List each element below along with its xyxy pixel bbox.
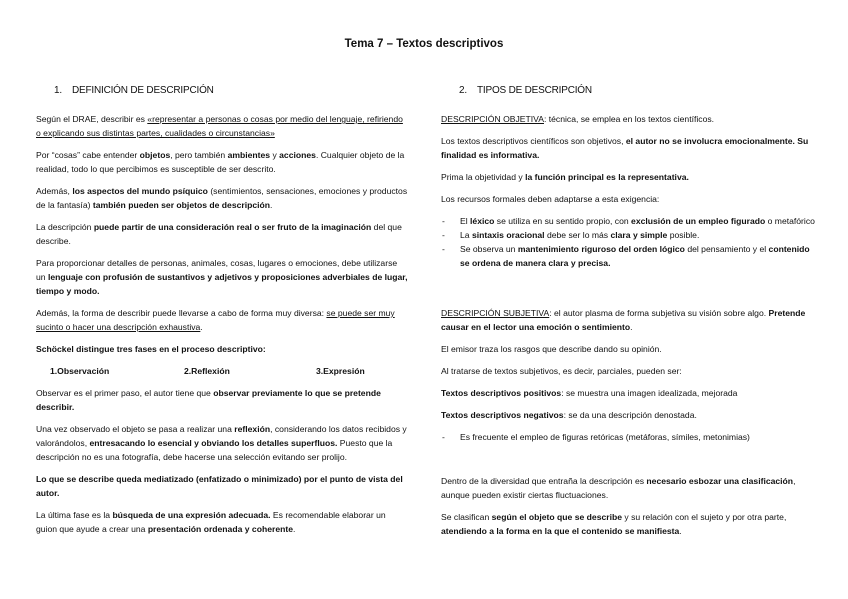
paragraph-lenguaje: Para proporcionar detalles de personas, animales, cosas, lugares o emociones, debe utilizarse un lenguaje con profusión de sustantivos y adjetivos y proposiciones adverbiales de lugar, tiempo y modo. [36,258,408,296]
paragraph-positivos: Textos descriptivos positivos: se muestra una imagen idealizada, mejorada [441,388,738,398]
section-title: TIPOS DE DESCRIPCIÓN [477,85,592,96]
paragraph-psiquico: Además, los aspectos del mundo psíquico (sentimientos, sensaciones, emociones y productos de la fantasía) también pueden ser objetos de descripción. [36,186,408,210]
paragraph-expresion: La última fase es la búsqueda de una expresión adecuada. Es recomendable elaborar un guion que ayude a crear una presentación ordenada y coherente. [36,510,386,534]
paragraph-cientificos: Los textos descriptivos científicos son objetivos, el autor no se involucra emocionalmente. Su finalidad es informativa. [441,136,809,160]
phase-observacion: 1.Observación [50,366,110,376]
section-heading-definicion [54,84,408,98]
paragraph-subjetivos: Al tratarse de textos subjetivos, es decir, parciales, pueden ser: [441,366,682,376]
list-item: - Se observa un mantenimiento riguroso del orden lógico del pensamiento y el contenido se ordena de manera clara y precisa. [441,242,817,270]
drae-quote: «representar a personas o cosas por medio del lenguaje, refiriendo o explicando sus distintas partes, cualidades o circunstancias» [36,114,403,138]
paragraph-objetiva: DESCRIPCIÓN OBJETIVA: técnica, se emplea en los textos científicos. [441,114,715,124]
list-item: - El léxico se utiliza en su sentido propio, con exclusión de un empleo figurado o metafórico [441,214,817,228]
paragraph-negativos: Textos descriptivos negativos: se da una descripción denostada. [441,410,697,420]
paragraph-forma: Además, la forma de describir puede llevarse a cabo de forma muy diversa: se puede ser muy sucinto o hacer una descripción exhaustiva. [36,308,395,332]
section-number: 1. [54,85,62,96]
paragraph-mediatizado: Lo que se describe queda mediatizado (enfatizado o minimizado) por el punto de vista del autor. [36,474,403,498]
phases-list [50,364,408,378]
phase-reflexion: 2.Reflexión [184,366,230,376]
paragraph-schockel: Schöckel distingue tres fases en el proceso descriptivo: [36,344,266,354]
section-number: 2. [459,85,467,96]
list-figuras [441,430,817,444]
left-column [36,84,408,544]
paragraph-emisor: El emisor traza los rasgos que describe dando su opinión. [441,344,662,354]
paragraph-recursos: Los recursos formales deben adaptarse a esta exigencia: [441,194,660,204]
phase-expresion: 3.Expresión [316,366,365,376]
paragraph-subjetiva: DESCRIPCIÓN SUBJETIVA: el autor plasma de forma subjetiva su visión sobre algo. Pretende causar en el lector una emoción o sentimiento. [441,308,806,332]
paragraph-clasificacion: Dentro de la diversidad que entraña la descripción es necesario esbozar una clasificación, aunque pueden existir ciertas fluctuaciones. [441,476,796,500]
paragraph-se-clasifican: Se clasifican según el objeto que se describe y su relación con el sujeto y por otra parte, atendiendo a la forma en la que el contenido se manifiesta. [441,512,787,536]
paragraph-drae: Según el DRAE, describir es «representar a personas o cosas por medio del lenguaje, refiriendo o explicando sus distintas partes, cualidades o circunstancias» [36,114,403,138]
list-recursos [441,214,817,270]
paragraph-observar: Observar es el primer paso, el autor tiene que observar previamente lo que se pretende describir. [36,388,381,412]
section-title: DEFINICIÓN DE DESCRIPCIÓN [72,85,214,96]
right-column [441,84,817,546]
paragraph-reflexion: Una vez observado el objeto se pasa a realizar una reflexión, considerando los datos recibidos y valorándolos, entresacando lo esencial y obviando los detalles superfluos. Puesto que la descripción no es una fotografía, debe hacerse una selección evitando ser prolijo. [36,424,407,462]
paragraph-real-imaginacion: La descripción puede partir de una consideración real o ser fruto de la imaginación del que describe. [36,222,402,246]
list-item: - Es frecuente el empleo de figuras retóricas (metáforas, símiles, metonimias) [441,430,817,444]
section-heading-tipos [459,84,817,98]
paragraph-cosas: Por “cosas” cabe entender objetos, pero también ambientes y acciones. Cualquier objeto de la realidad, todo lo que percibimos es susceptible de ser descrito. [36,150,405,174]
page-title: Tema 7 – Textos descriptivos [344,38,504,50]
list-item: - La sintaxis oracional debe ser lo más clara y simple posible. [441,228,817,242]
paragraph-objetividad: Prima la objetividad y la función principal es la representativa. [441,172,689,182]
